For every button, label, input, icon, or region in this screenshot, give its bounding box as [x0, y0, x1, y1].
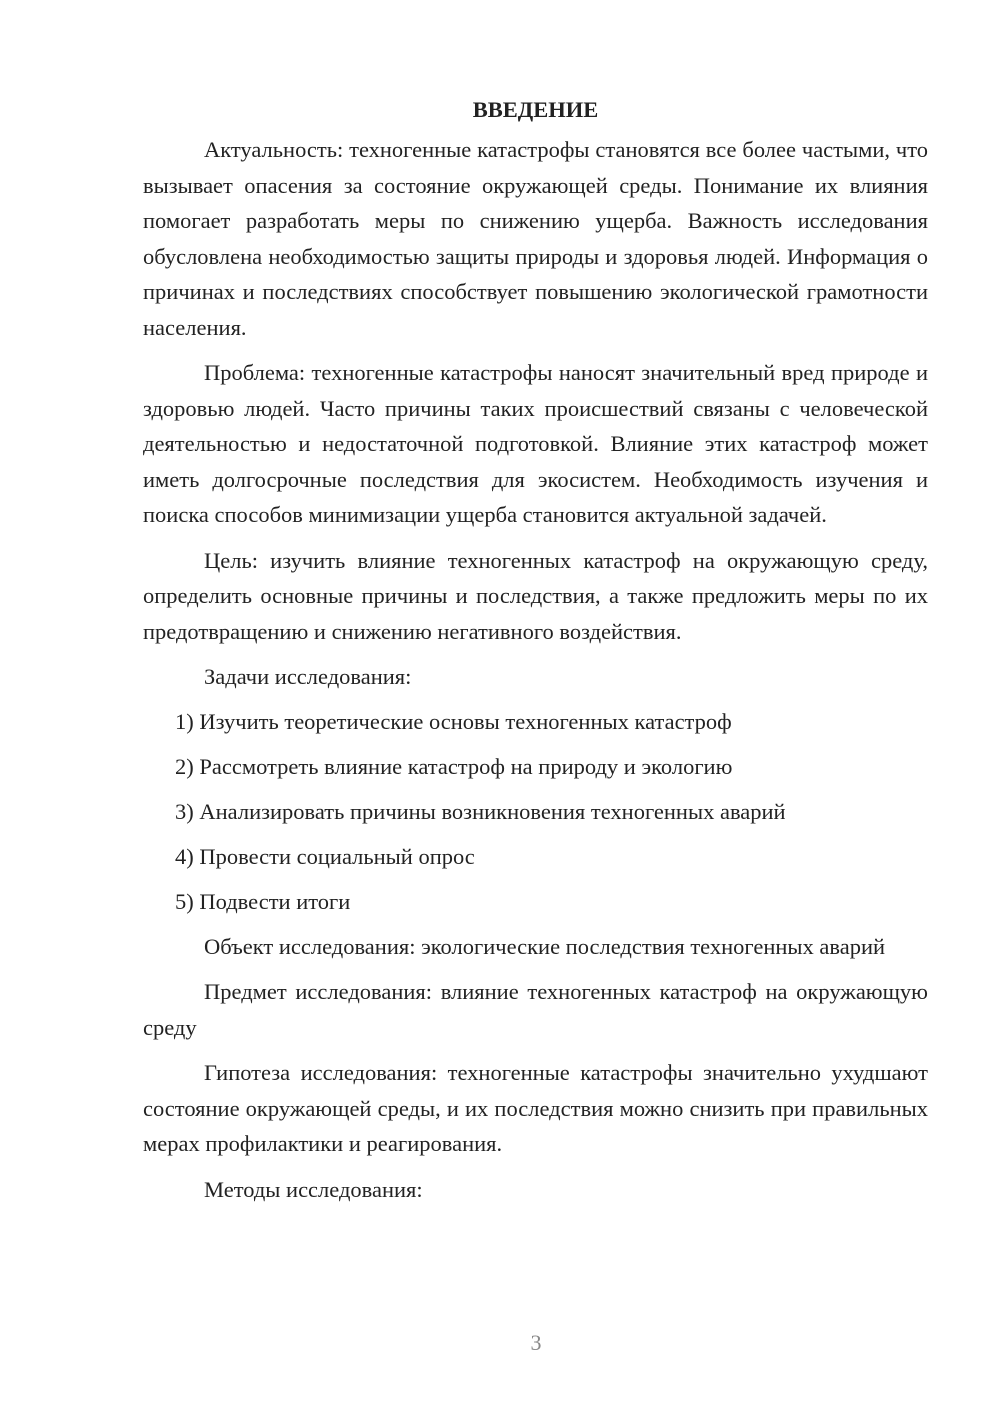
page-number: 3	[530, 1330, 542, 1355]
tasks-list	[143, 704, 928, 920]
list-item: 2) Рассмотреть влияние катастроф на природу и экологию	[175, 753, 733, 779]
methods-heading: Методы исследования:	[204, 1176, 423, 1202]
paragraph-subject: Предмет исследования: влияние техногенных катастроф на окружающую среду	[143, 979, 928, 1040]
tasks-heading: Задачи исследования:	[204, 664, 412, 689]
paragraph-relevance: Актуальность: техногенные катастрофы становятся все более частыми, что вызывает опасения за состояние окружающей среды. Понимание их влияния помогает разработать меры по снижению ущерба. Важность исследования обусловлена необходимостью защиты природы и здоровья людей. Информация о причинах и последствиях способствует повышению экологической грамотности населения.	[143, 137, 928, 340]
list-item: 3) Анализировать причины возникновения техногенных аварий	[175, 798, 786, 824]
paragraph-goal: Цель: изучить влияние техногенных катастроф на окружающую среду, определить основные причины и последствия, а также предложить меры по их предотвращению и снижению негативного воздействия.	[143, 547, 928, 644]
list-item: 1) Изучить теоретические основы техногенных катастроф	[175, 708, 732, 734]
document-page	[143, 92, 928, 1217]
paragraph-problem: Проблема: техногенные катастрофы наносят значительный вред природе и здоровью людей. Часто причины таких происшествий связаны с человеческой деятельностью и недостаточной подготовкой. Влияние этих катастроф может иметь долгосрочные последствия для экосистем. Необходимость изучения и поиска способов минимизации ущерба становится актуальной задачей.	[143, 360, 928, 527]
list-item: 5) Подвести итоги	[175, 888, 351, 914]
paragraph-hypothesis: Гипотеза исследования: техногенные катастрофы значительно ухудшают состояние окружающей среды, и их последствия можно снизить при правильных мерах профилактики и реагирования.	[143, 1060, 928, 1156]
paragraph-object: Объект исследования: экологические последствия техногенных аварий	[204, 933, 886, 959]
page-title: ВВЕДЕНИЕ	[472, 97, 599, 122]
list-item: 4) Провести социальный опрос	[175, 843, 475, 869]
